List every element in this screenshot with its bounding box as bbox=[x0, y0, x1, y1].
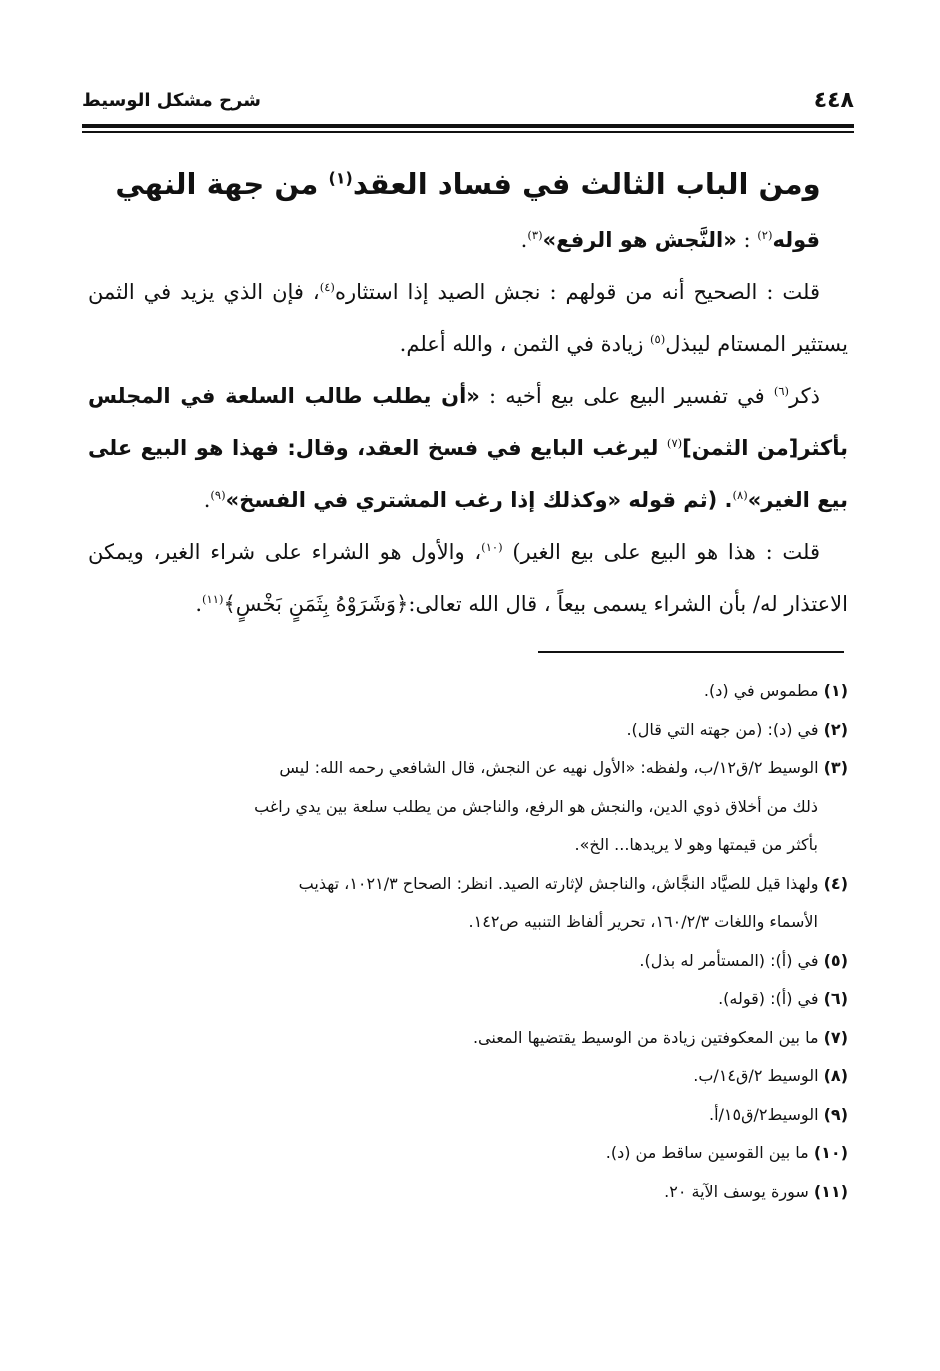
footnote-ref: (١) bbox=[328, 168, 353, 188]
footnote-11 bbox=[88, 1173, 848, 1212]
footnote-number: (٧) bbox=[823, 1027, 848, 1047]
footnote-3-line-2: ذلك من أخلاق ذوي الدين، والنجش هو الرفع، والناجش من يطلب سلعة بين يدي راغب bbox=[254, 796, 818, 816]
header-rule-thin bbox=[82, 131, 854, 133]
paragraph-4-end: . bbox=[195, 592, 203, 616]
footnote-number: (٦) bbox=[823, 989, 848, 1008]
footnote-4 bbox=[88, 865, 848, 904]
page-header bbox=[82, 86, 854, 126]
footnote-ref: (٣) bbox=[527, 228, 543, 242]
footnote-9 bbox=[88, 1096, 848, 1135]
main-text bbox=[88, 214, 848, 630]
footnote-number: (٥) bbox=[823, 950, 848, 970]
footnote-ref: (٧) bbox=[666, 436, 683, 450]
footnote-text: الوسيط ٢/ق١٤/ب. bbox=[693, 1066, 819, 1085]
footnote-number: (١) bbox=[823, 681, 848, 700]
paragraph-1 bbox=[88, 214, 848, 266]
paragraph-3-part1: في تفسير البيع على بيع أخيه : bbox=[479, 384, 774, 408]
footnote-number: (١١) bbox=[813, 1181, 848, 1201]
footnote-text: ولهذا قيل للصيَّاد النجَّاش، والناجش لإثارته الصيد. انظر: الصحاح ١٠٢١/٣، تهذيب bbox=[298, 873, 819, 893]
paragraph-1-quote: «النَّجش هو الرفع» bbox=[542, 228, 737, 252]
page-number: ٤٤٨ bbox=[813, 88, 854, 113]
footnote-ref: (٤) bbox=[319, 280, 335, 294]
footnote-text: مطموس في (د). bbox=[703, 681, 819, 700]
paragraph-4-part1: قلت : هذا هو البيع على بيع الغير) bbox=[502, 540, 820, 564]
footnote-ref: (٢) bbox=[757, 228, 773, 242]
footnote-ref: (٨) bbox=[732, 488, 748, 502]
footnote-10 bbox=[88, 1134, 848, 1173]
footnote-4-line-2: الأسماء واللغات ١٦٠/٢/٣، تحرير ألفاظ التنبيه ص١٤٢. bbox=[468, 912, 818, 931]
paragraph-2-part3: زيادة في الثمن ، والله أعلم. bbox=[399, 332, 651, 356]
footnote-number: (٣) bbox=[823, 758, 848, 777]
paragraph-4 bbox=[88, 526, 848, 630]
paragraph-3-lead: ذكر bbox=[789, 384, 820, 408]
chapter-title-text: ومن الباب الثالث في فساد العقد bbox=[352, 167, 821, 201]
footnote-text: الوسيط ٢/ق١٢/ب، ولفظه: «الأول نهيه عن النجش، قال الشافعي رحمه الله: ليس bbox=[279, 758, 819, 777]
footnote-number: (٢) bbox=[823, 719, 848, 739]
paragraph-1-lead: قوله bbox=[772, 228, 820, 252]
paragraph-3 bbox=[88, 370, 848, 526]
footnote-text: في (أ): (قوله). bbox=[718, 989, 819, 1008]
chapter-title bbox=[82, 162, 854, 206]
footnote-text: الوسيط٢/ق١٥/أ. bbox=[708, 1104, 819, 1124]
footnote-ref: (٥) bbox=[650, 332, 666, 346]
footnote-text: ما بين القوسين ساقط من (د). bbox=[605, 1143, 809, 1162]
footnote-8 bbox=[88, 1057, 848, 1096]
footnote-text: سورة يوسف الآية ٢٠. bbox=[664, 1181, 809, 1201]
paragraph-1-colon: : bbox=[736, 228, 758, 252]
footnote-text: ما بين المعكوفتين زيادة من الوسيط يقتضيها المعنى. bbox=[472, 1027, 819, 1047]
paragraph-3-end: . bbox=[203, 488, 211, 512]
footnote-number: (١٠) bbox=[813, 1143, 848, 1162]
footnote-ref: (٦) bbox=[773, 384, 790, 398]
paragraph-4-part2: ، والأول هو الشراء على شراء الغير، ويمكن الاعتذار له/ بأن الشراء يسمى بيعاً ، قال الله تعالى: bbox=[88, 540, 848, 616]
footnote-6 bbox=[88, 980, 848, 1019]
paragraph-3-bold2: ليرغب البايع في فسخ العقد، وقال: فهذا هو البيع على بيع الغير» bbox=[88, 436, 848, 512]
footnote-number: (٩) bbox=[823, 1104, 848, 1124]
footnote-1 bbox=[88, 672, 848, 711]
footnote-text: في (د): (من جهته التي قال). bbox=[626, 719, 819, 739]
chapter-title-tail: من جهة النهي bbox=[115, 167, 319, 201]
paragraph-2 bbox=[88, 266, 848, 370]
quran-verse: ﴿وَشَرَوْهُ بِثَمَنٍ بَخْسٍ﴾ bbox=[223, 592, 409, 616]
header-rule-thick bbox=[82, 124, 854, 128]
footnote-2 bbox=[88, 711, 848, 750]
footnotes bbox=[88, 672, 848, 1211]
paragraph-2-part1: قلت : الصحيح أنه من قولهم : نجش الصيد إذا استثاره bbox=[334, 280, 820, 304]
paragraph-1-end: . bbox=[520, 228, 528, 252]
footnote-3-line-3: بأكثر من قيمتها وهو لا يريدها... الخ». bbox=[574, 835, 818, 854]
footnote-ref: (١١) bbox=[202, 592, 224, 606]
footnote-ref: (١٠) bbox=[481, 540, 503, 554]
footnote-number: (٨) bbox=[823, 1066, 848, 1085]
running-title: شرح مشكل الوسيط bbox=[82, 90, 261, 111]
footnote-text: في (أ): (المستأمر له بذل). bbox=[639, 950, 819, 970]
footnote-ref: (٩) bbox=[210, 488, 226, 502]
footnote-divider bbox=[538, 651, 844, 653]
paragraph-3-bold1: «أن يطلب طالب السلعة في المجلس بأكثر[من الثمن] bbox=[88, 384, 848, 460]
footnote-5 bbox=[88, 942, 848, 981]
footnote-number: (٤) bbox=[823, 873, 848, 893]
footnote-3 bbox=[88, 749, 848, 788]
paragraph-3-bold3: . (ثم قوله «وكذلك إذا رغب المشتري في الفسخ» bbox=[225, 488, 733, 512]
footnote-7 bbox=[88, 1019, 848, 1058]
paragraph-2-part2: ، فإن الذي يزيد في الثمن يستثير المستام ليبذل bbox=[88, 280, 848, 356]
